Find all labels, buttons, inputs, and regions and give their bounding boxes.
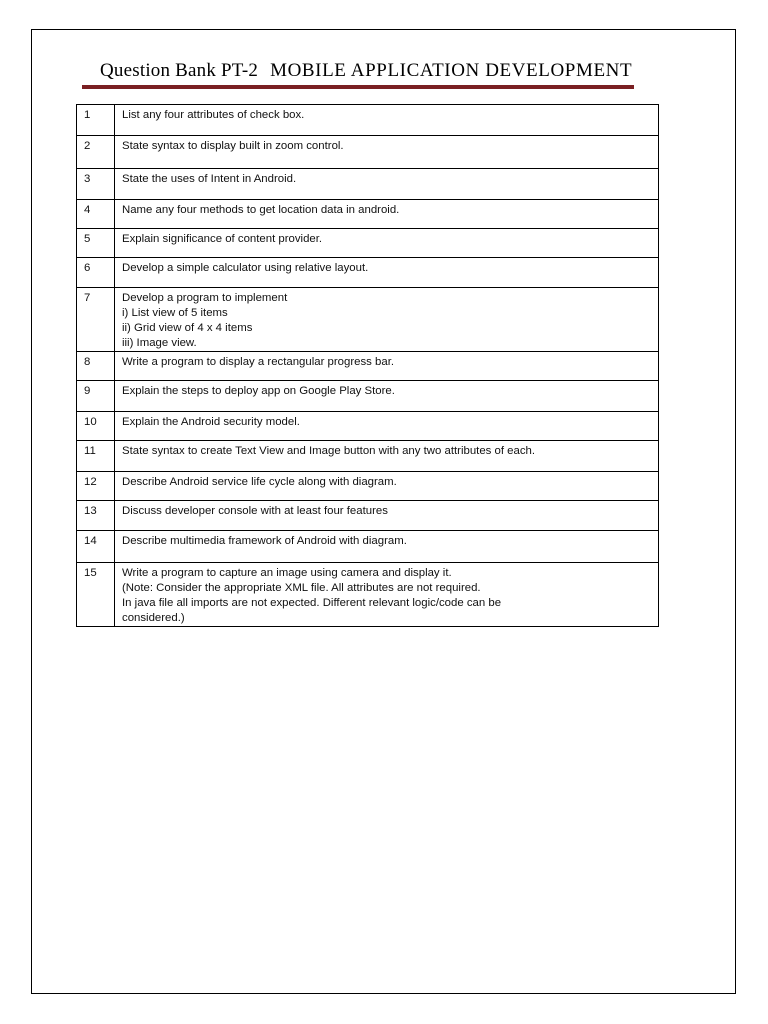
question-text xyxy=(115,381,659,412)
question-line: Explain the Android security model. xyxy=(122,416,300,428)
question-row xyxy=(77,200,659,229)
question-row xyxy=(77,412,659,441)
question-line: ii) Grid view of 4 x 4 items xyxy=(122,322,253,334)
question-text xyxy=(115,563,659,627)
question-number: 5 xyxy=(77,229,115,258)
question-row xyxy=(77,136,659,169)
question-line: Name any four methods to get location data in android. xyxy=(122,204,400,216)
question-line: Explain significance of content provider. xyxy=(122,233,323,245)
question-text xyxy=(115,169,659,200)
question-line: (Note: Consider the appropriate XML file. All attributes are not required. xyxy=(122,582,481,594)
question-text xyxy=(115,531,659,563)
question-row xyxy=(77,441,659,472)
question-row xyxy=(77,563,659,627)
question-line: Write a program to capture an image using camera and display it. xyxy=(122,567,452,579)
question-row xyxy=(77,531,659,563)
question-number: 14 xyxy=(77,531,115,563)
question-text xyxy=(115,288,659,352)
question-number: 8 xyxy=(77,352,115,381)
question-line: considered.) xyxy=(122,612,185,624)
question-number: 3 xyxy=(77,169,115,200)
question-number: 13 xyxy=(77,501,115,531)
question-text xyxy=(115,229,659,258)
question-line: State syntax to display built in zoom control. xyxy=(122,140,344,152)
question-line: Discuss developer console with at least four features xyxy=(122,505,388,517)
question-line: Explain the steps to deploy app on Google Play Store. xyxy=(122,385,395,397)
page-title xyxy=(100,60,632,82)
question-number: 4 xyxy=(77,200,115,229)
question-line: Describe Android service life cycle along with diagram. xyxy=(122,476,397,488)
question-text xyxy=(115,258,659,288)
question-number: 11 xyxy=(77,441,115,472)
question-row xyxy=(77,258,659,288)
question-row xyxy=(77,105,659,136)
title-subject: MOBILE APPLICATION DEVELOPMENT xyxy=(270,60,633,81)
question-line: Describe multimedia framework of Android with diagram. xyxy=(122,535,407,547)
question-text xyxy=(115,472,659,501)
question-line: Write a program to display a rectangular progress bar. xyxy=(122,356,395,368)
question-line: Develop a simple calculator using relative layout. xyxy=(122,262,369,274)
question-number: 1 xyxy=(77,105,115,136)
question-row xyxy=(77,501,659,531)
question-text xyxy=(115,200,659,229)
question-row xyxy=(77,381,659,412)
question-line: State syntax to create Text View and Image button with any two attributes of each. xyxy=(122,445,536,457)
question-row xyxy=(77,169,659,200)
question-line: List any four attributes of check box. xyxy=(122,109,305,121)
question-line: In java file all imports are not expected. Different relevant logic/code can be xyxy=(122,597,502,609)
question-number: 9 xyxy=(77,381,115,412)
question-number: 2 xyxy=(77,136,115,169)
question-text xyxy=(115,501,659,531)
question-row xyxy=(77,229,659,258)
title-question-bank: Question Bank PT-2 xyxy=(100,60,259,81)
question-line: i) List view of 5 items xyxy=(122,307,228,319)
question-text xyxy=(115,441,659,472)
question-line: iii) Image view. xyxy=(122,337,197,349)
question-line: State the uses of Intent in Android. xyxy=(122,173,297,185)
question-row xyxy=(77,352,659,381)
question-number: 10 xyxy=(77,412,115,441)
title-underline xyxy=(82,85,634,89)
question-text xyxy=(115,352,659,381)
question-number: 6 xyxy=(77,258,115,288)
question-table-body xyxy=(77,105,659,627)
question-text xyxy=(115,105,659,136)
question-text xyxy=(115,136,659,169)
question-line: Develop a program to implement xyxy=(122,292,288,304)
question-number: 12 xyxy=(77,472,115,501)
question-number: 7 xyxy=(77,288,115,352)
question-table xyxy=(76,104,659,627)
question-row xyxy=(77,472,659,501)
question-row xyxy=(77,288,659,352)
question-text xyxy=(115,412,659,441)
question-number: 15 xyxy=(77,563,115,627)
